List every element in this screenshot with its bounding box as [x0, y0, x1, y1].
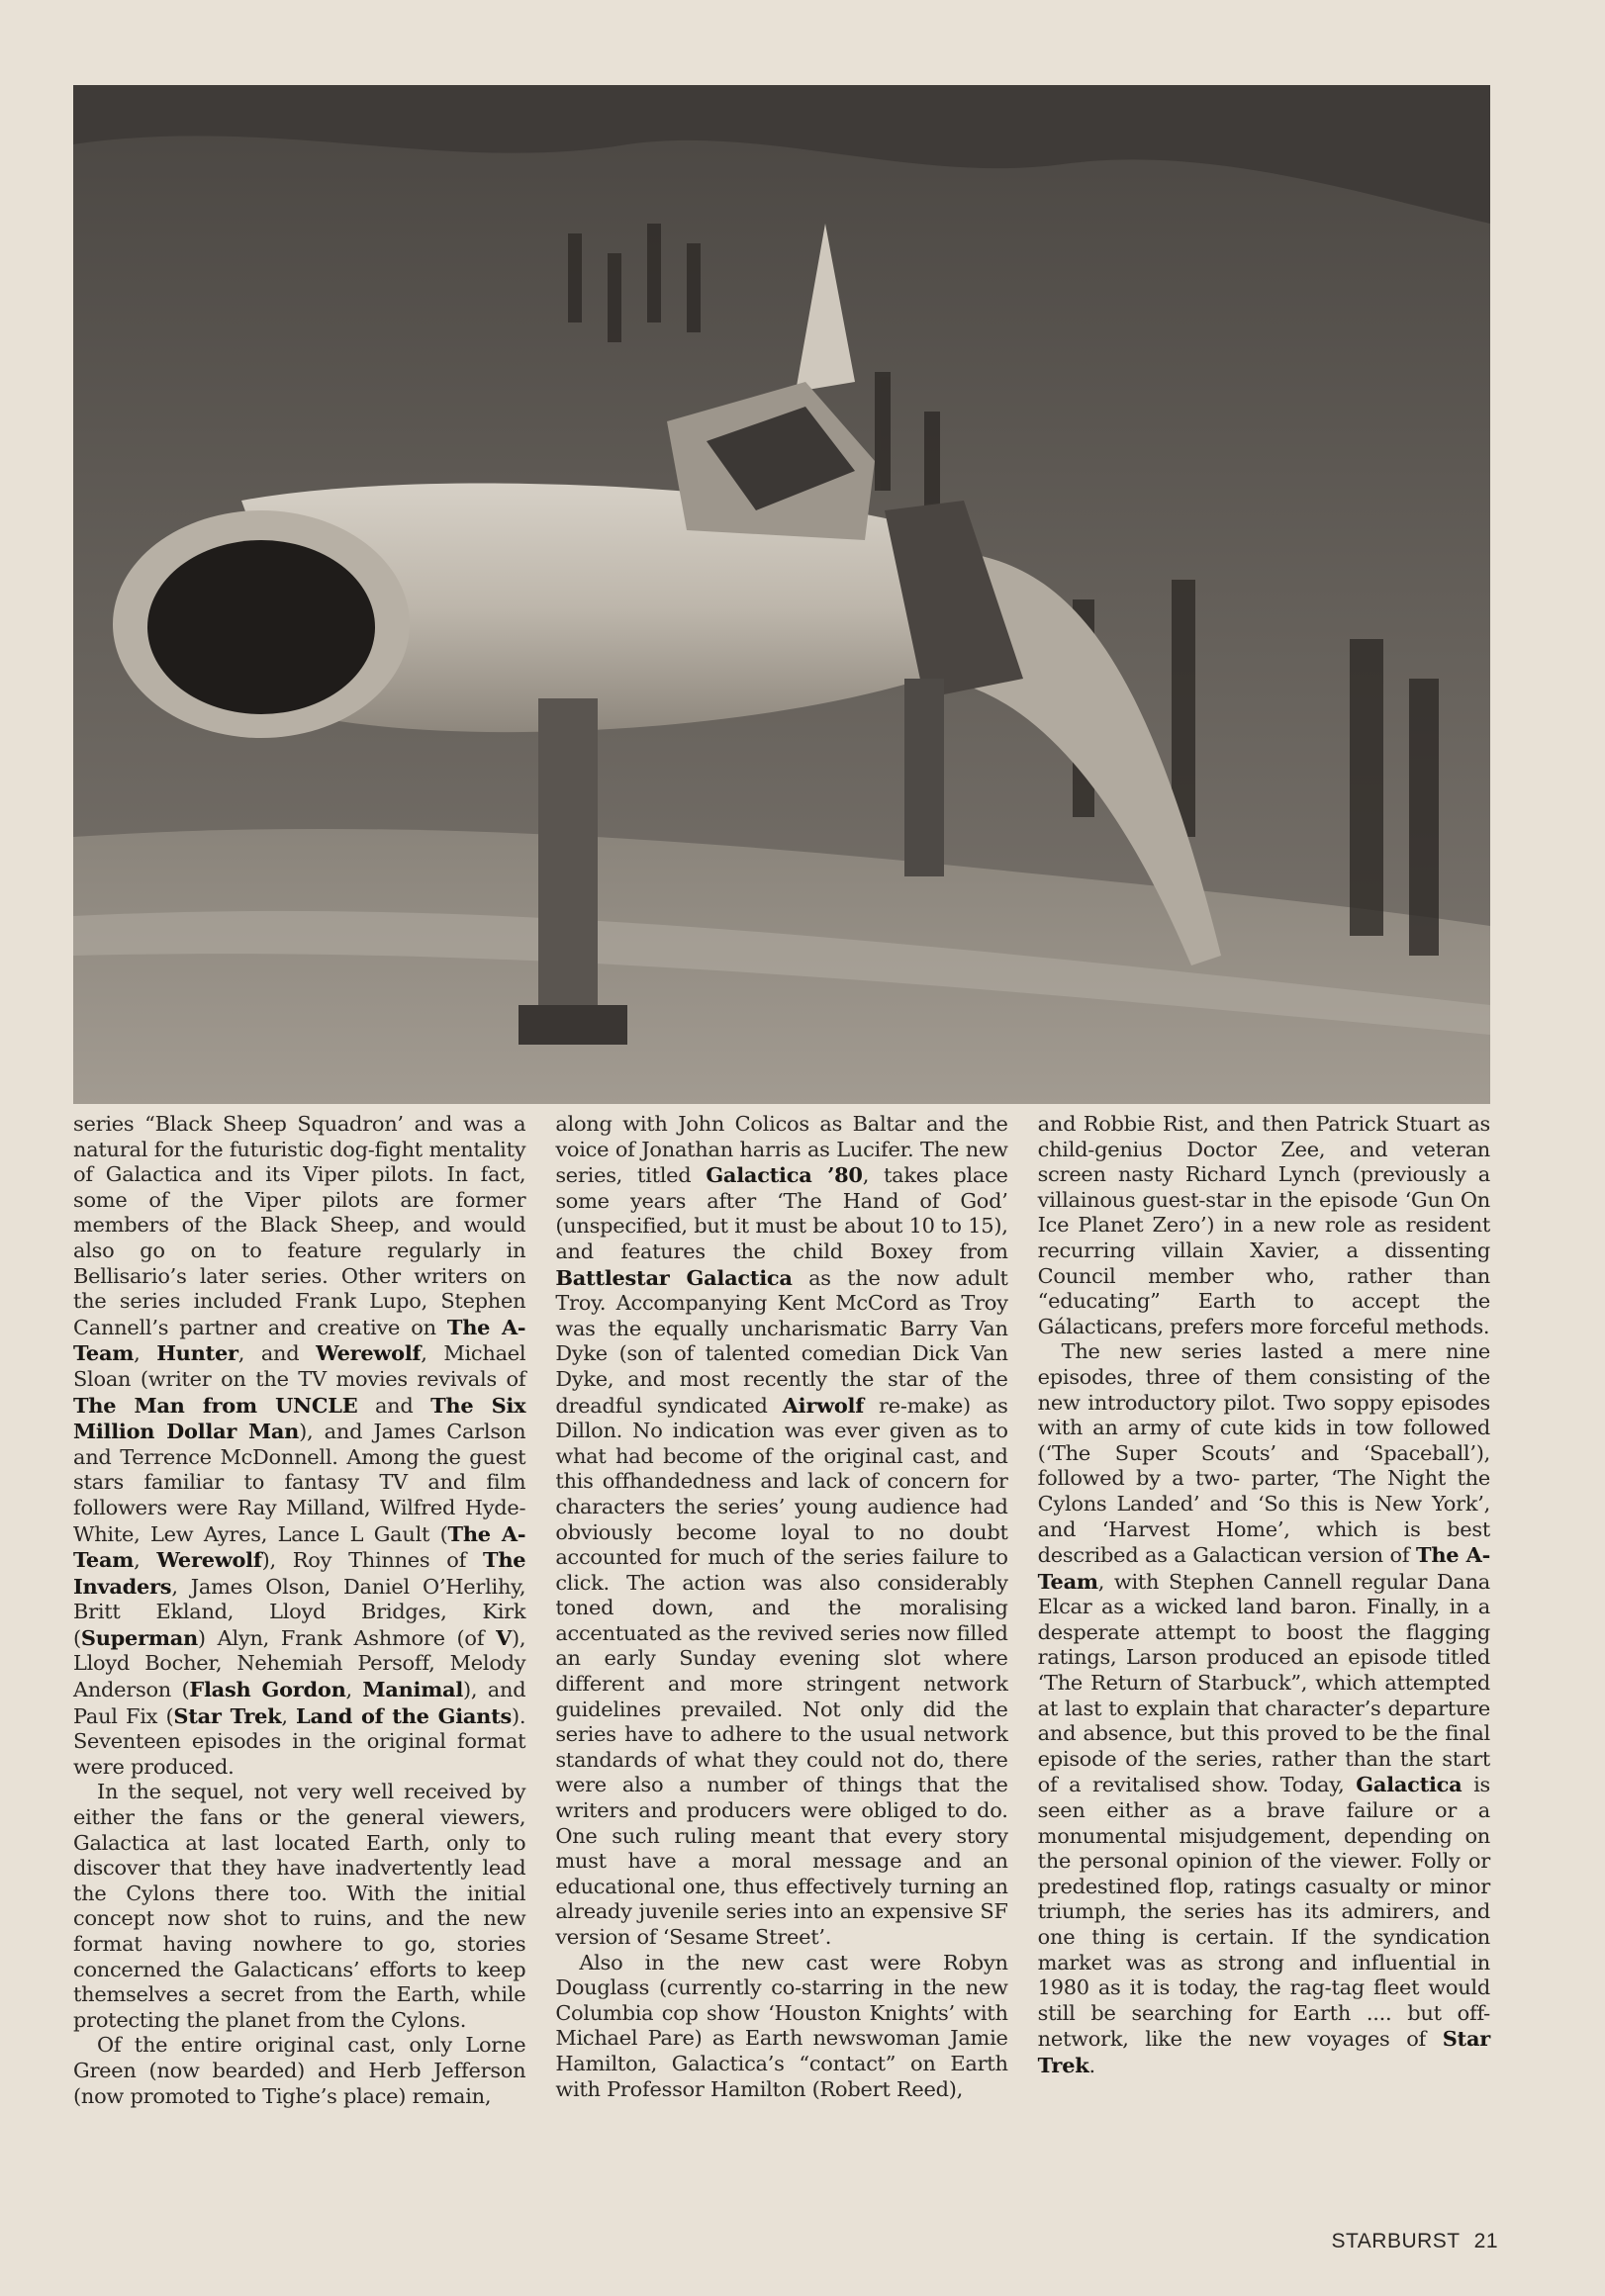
paragraph: and Robbie Rist, and then Patrick Stuart as child-genius Doctor Zee, and veteran screen nasty Richard Lynch (previously a villainous guest-star in the episode ‘Gun On Ice Planet Zero’) in a new role as resident recurring villain Xavier, a dissenting Council member who, rather than “educating” Earth to accept the Gálacticans, prefers more forceful methods.	[1037, 1112, 1490, 1338]
magazine-name: STARBURST	[1331, 2230, 1461, 2252]
paragraph: along with John Colicos as Baltar and the voice of Jonathan harris as Lucifer. The new series, titled Galactica ’80, takes place some years after ‘The Hand of God’ (unspecified, but it must be about 10 to 15), and features the child Boxey from Battlestar Galactica as the now adult Troy. Accompanying Kent McCord as Troy was the equally uncharismatic Barry Van Dyke (son of talented comedian Dick Van Dyke, and most recently the star of the dreadful syndicated Airwolf re-make) as Dillon. No indication was ever given as to what had become of the original cast, and this offhandedness and lack of concern for characters the series’ young audience had obviously become loyal to no doubt accounted for much of the series failure to click. The action was also considerably toned down, and the moralising accentuated as the revived series now filled an early Sunday evening slot where different and more stringent network guidelines prevailed. Not only did the series have to adhere to the usual network standards of what they could not do, there were also a number of things that the writers and producers were obliged to do. One such ruling meant that every story must have a moral message and an educational one, thus effectively turning an already juvenile series into an expensive SF version of ‘Sesame Street’.	[555, 1112, 1008, 1949]
viper-spacecraft-photo	[73, 85, 1490, 1104]
page-footer	[1332, 2230, 1498, 2253]
paragraph: series “Black Sheep Squadron’ and was a natural for the futuristic dog-fight mentality of Galactica and its Viper pilots. In fact, some of the Viper pilots are former members of the Black Sheep, and would also go on to feature regularly in Bellisario’s later series. Other writers on the series included Frank Lupo, Stephen Cannell’s partner and creative on The A-Team, Hunter, and Werewolf, Michael Sloan (writer on the TV movies revivals of The Man from UNCLE and The Six Million Dollar Man), and James Carlson and Terrence McDonnell. Among the guest stars familiar to fantasy TV and film followers were Ray Milland, Wilfred Hyde-White, Lew Ayres, Lance L Gault (The A-Team, Werewolf), Roy Thinnes of The Invaders, James Olson, Daniel O’Herlihy, Britt Ekland, Lloyd Bridges, Kirk (Superman) Alyn, Frank Ashmore (of V), Lloyd Bocher, Nehemiah Persoff, Melody Anderson (Flash Gordon, Manimal), and Paul Fix (Star Trek, Land of the Giants). Seventeen episodes in the original format were produced.	[73, 1112, 526, 1779]
column-3	[1038, 1112, 1490, 2175]
paragraph: Of the entire original cast, only Lorne Green (now bearded) and Herb Jefferson (now promoted to Tighe’s place) remain,	[73, 2033, 526, 2108]
paragraph: Also in the new cast were Robyn Douglass (currently co-starring in the new Columbia cop show ‘Houston Knights’ with Michael Pare) as Earth newswoman Jamie Hamilton, Galactica’s “contact” on Earth with Professor Hamilton (Robert Reed),	[555, 1950, 1008, 2101]
viper-spacecraft-photo-icon	[73, 85, 1490, 1104]
article-body	[73, 1112, 1490, 2175]
paragraph: The new series lasted a mere nine episodes, three of them consisting of the new introductory pilot. Two soppy episodes with an army of cute kids in tow followed (‘The Super Scouts’ and ‘Spaceball’), followed by a two- parter, ‘The Night the Cylons Landed’ and ‘So this is New York’, and ‘Harvest Home’, which is best described as a Galactican version of The A-Team, with Stephen Cannell regular Dana Elcar as a wicked land baron. Finally, in a desperate attempt to boost the flagging ratings, Larson produced an episode titled ‘The Return of Starbuck”, which attempted at last to explain that character’s departure and absence, but this proved to be the final episode of the series, rather than the start of a revitalised show. Today, Galactica is seen either as a brave failure or a monumental misjudgement, depending on the personal opinion of the viewer. Folly or predestined flop, ratings casualty or minor triumph, the series has its admirers, and one thing is certain. If the syndication market was as strong and influential in 1980 as it is today, the rag-tag fleet would still be searching for Earth .... but off-network, like the new voyages of Star Trek.	[1037, 1339, 1491, 2077]
paragraph: In the sequel, not very well received by either the fans or the general viewers, Galactica at last located Earth, only to discover that they have inadvertently lead the Cylons there too. With the initial concept now shot to ruins, and the new format having nowhere to go, stories concerned the Galacticans’ efforts to keep themselves a secret from the Earth, while protecting the planet from the Cylons.	[73, 1780, 526, 2032]
page-number: 21	[1473, 2230, 1498, 2252]
column-2	[555, 1112, 1007, 2175]
column-1	[73, 1112, 525, 2175]
